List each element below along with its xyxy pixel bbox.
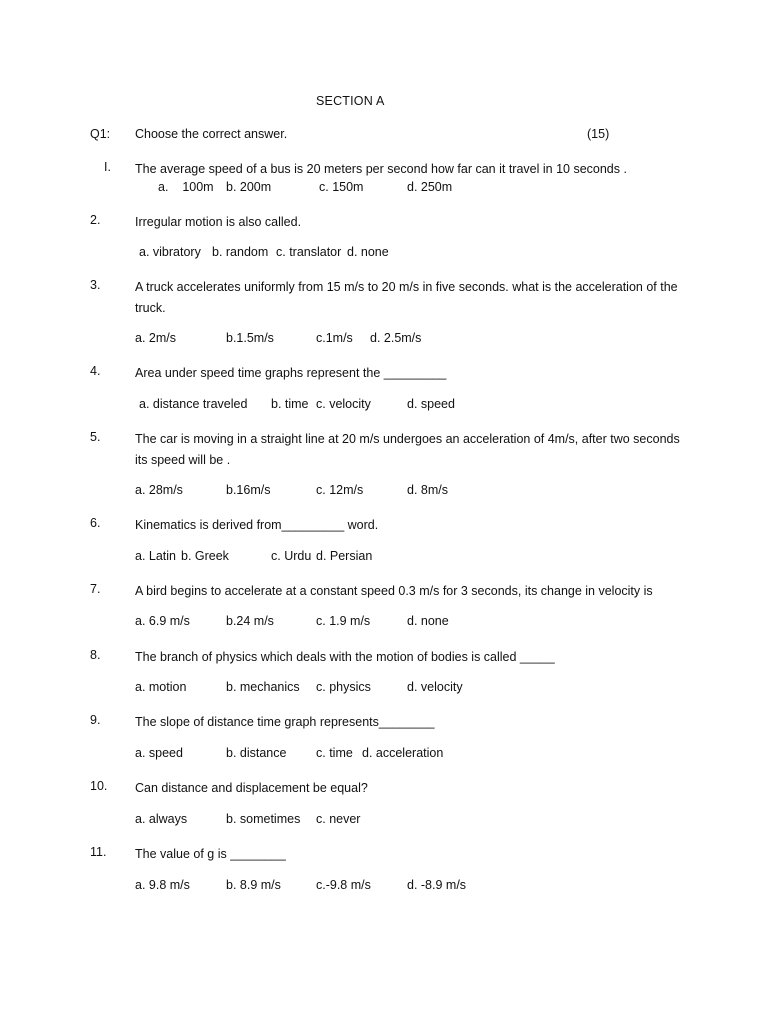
question-text: A truck accelerates uniformly from 15 m/s to 20 m/s in five seconds. what is the acceleration of the truck.: [135, 280, 678, 315]
question-options: [135, 680, 695, 698]
option-b: b. 8.9 m/s: [226, 878, 281, 892]
section-title: SECTION A: [316, 94, 385, 108]
question-number: 7.: [90, 582, 101, 596]
option-d: d. Persian: [316, 549, 373, 563]
question-number: 11.: [90, 845, 107, 859]
option-d: d. 8m/s: [407, 483, 448, 497]
q1-instruction: Choose the correct answer.: [135, 127, 288, 141]
option-b: b. distance: [226, 746, 287, 760]
question-number: 8.: [90, 648, 101, 662]
question-text: The branch of physics which deals with the motion of bodies is called _____: [135, 650, 555, 664]
option-d: d. 250m: [407, 180, 453, 194]
option-a: a. motion: [135, 680, 187, 694]
option-a: a. always: [135, 812, 188, 826]
option-a: a. speed: [135, 746, 183, 760]
q1-marks: (15): [587, 127, 610, 141]
option-d: d. none: [347, 245, 389, 259]
option-c: c. never: [316, 812, 361, 826]
option-b: b. mechanics: [226, 680, 300, 694]
option-a: a. 2m/s: [135, 331, 176, 345]
option-c: c.1m/s: [316, 331, 353, 345]
option-a: a. vibratory: [139, 245, 201, 259]
question-options: [135, 397, 695, 415]
option-c: c. translator: [276, 245, 342, 259]
question-text: The car is moving in a straight line at 20 m/s undergoes an acceleration of 4m/s, after two seconds its speed will be .: [135, 432, 680, 467]
option-b: b. sometimes: [226, 812, 301, 826]
option-c: c. velocity: [316, 397, 371, 411]
question-options: [135, 812, 695, 830]
option-a: a. 28m/s: [135, 483, 183, 497]
question-text: The average speed of a bus is 20 meters per second how far can it travel in 10 seconds .: [135, 162, 627, 176]
question-number: I.: [104, 160, 111, 174]
option-b: b.16m/s: [226, 483, 271, 497]
option-d: d. 2.5m/s: [370, 331, 422, 345]
option-c: c. 150m: [319, 180, 364, 194]
option-a: a. distance traveled: [139, 397, 248, 411]
option-d: d. speed: [407, 397, 455, 411]
option-b: b. time: [271, 397, 309, 411]
question-options: [135, 614, 695, 632]
question-number: 5.: [90, 430, 101, 444]
option-a: a. Latin: [135, 549, 177, 563]
option-b: b. Greek: [181, 549, 229, 563]
question-text: Irregular motion is also called.: [135, 215, 302, 229]
option-a: a. 100m: [158, 180, 214, 194]
question-options: [135, 483, 695, 501]
option-b: b. random: [212, 245, 269, 259]
question-text: Area under speed time graphs represent the _________: [135, 366, 447, 380]
question-options: [135, 331, 695, 349]
question-options: [135, 549, 695, 567]
question-text: Kinematics is derived from_________ word.: [135, 518, 379, 532]
question-options: [135, 180, 695, 198]
question-number: 6.: [90, 516, 101, 530]
option-c: c. Urdu: [271, 549, 312, 563]
option-c: c. 12m/s: [316, 483, 364, 497]
question-number: 10.: [90, 779, 108, 793]
option-b: b. 200m: [226, 180, 272, 194]
option-a: a. 9.8 m/s: [135, 878, 190, 892]
option-c: c.-9.8 m/s: [316, 878, 371, 892]
question-options: [135, 746, 695, 764]
question-text: The value of g is ________: [135, 847, 286, 861]
question-number: 3.: [90, 278, 101, 292]
question-number: 9.: [90, 713, 101, 727]
q1-label: Q1:: [90, 127, 111, 141]
option-d: d. none: [407, 614, 449, 628]
option-a: a. 6.9 m/s: [135, 614, 190, 628]
question-text: Can distance and displacement be equal?: [135, 781, 368, 795]
question-text: A bird begins to accelerate at a constant speed 0.3 m/s for 3 seconds, its change in velocity is: [135, 584, 653, 598]
question-options: [135, 245, 695, 263]
question-number: 4.: [90, 364, 101, 378]
option-c: c. time: [316, 746, 353, 760]
option-d: d. acceleration: [362, 746, 444, 760]
option-c: c. physics: [316, 680, 371, 694]
option-b: b.24 m/s: [226, 614, 274, 628]
option-d: d. -8.9 m/s: [407, 878, 467, 892]
question-number: 2.: [90, 213, 101, 227]
option-b: b.1.5m/s: [226, 331, 274, 345]
option-c: c. 1.9 m/s: [316, 614, 371, 628]
question-options: [135, 878, 695, 896]
option-d: d. velocity: [407, 680, 463, 694]
question-text: The slope of distance time graph represents________: [135, 715, 435, 729]
